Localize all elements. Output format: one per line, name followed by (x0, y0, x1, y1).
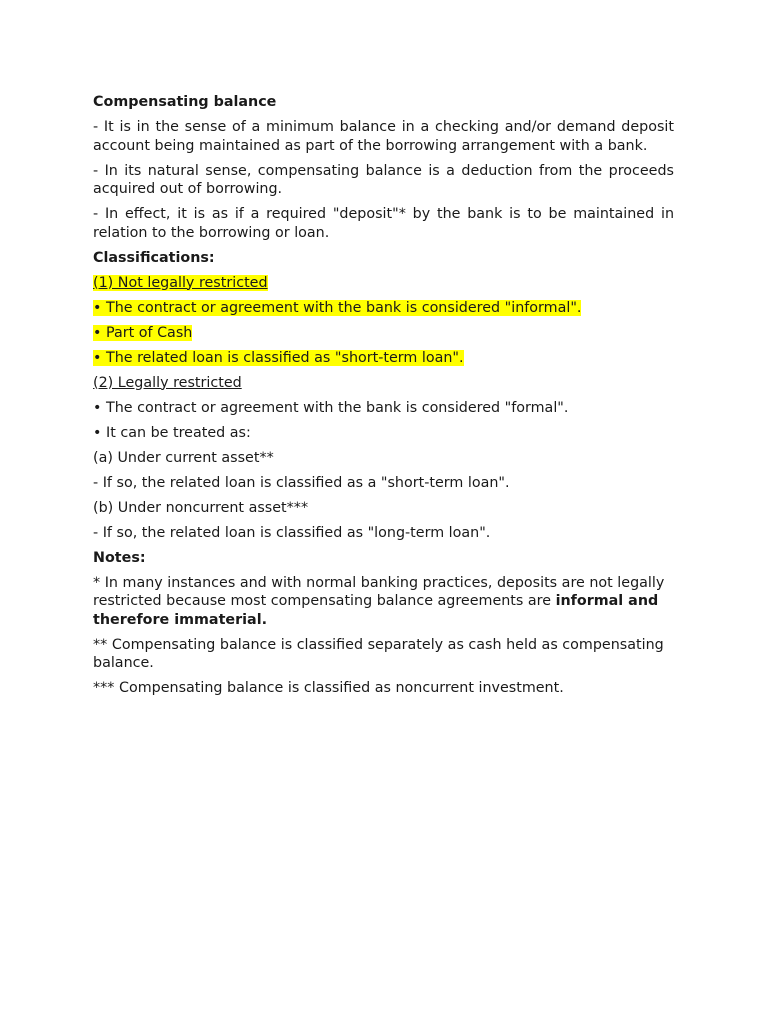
restricted-heading-line (93, 374, 674, 393)
intro-paragraph: - In its natural sense, compensating balance is a deduction from the proceeds acquired out of borrowing. (93, 162, 674, 197)
restricted-item: - If so, the related loan is classified as a "short-term loan". (93, 474, 510, 491)
note-1-bold: informal and therefore immaterial. (93, 593, 659, 628)
restricted-item: (b) Under noncurrent asset*** (93, 499, 309, 516)
list-item (93, 324, 674, 343)
list-item (93, 349, 674, 368)
classifications-heading: Classifications: (93, 249, 215, 266)
note-1-text: * In many instances and with normal banking practices, deposits are not legally restricted because most compensating balance agreements are (93, 574, 665, 609)
not-restricted-item: • The contract or agreement with the bank is considered "informal". (93, 299, 582, 316)
note-1 (93, 574, 674, 630)
notes-heading: Notes: (93, 549, 146, 566)
list-item (93, 299, 674, 318)
document-title: Compensating balance (93, 94, 277, 110)
not-restricted-item: • The related loan is classified as "short-term loan". (93, 349, 464, 366)
restricted-item: (a) Under current asset** (93, 449, 274, 466)
note-3: *** Compensating balance is classified as noncurrent investment. (93, 680, 564, 696)
not-restricted-heading: (1) Not legally restricted (93, 274, 268, 291)
document-body (93, 93, 674, 704)
restricted-item: • The contract or agreement with the bank is considered "formal". (93, 399, 569, 416)
not-restricted-item: • Part of Cash (93, 324, 193, 341)
restricted-heading: (2) Legally restricted (93, 374, 242, 391)
not-restricted-heading-line (93, 274, 674, 293)
restricted-item: - If so, the related loan is classified as "long-term loan". (93, 524, 491, 541)
note-2: ** Compensating balance is classified separately as cash held as compensating balance. (93, 636, 664, 671)
restricted-item: • It can be treated as: (93, 424, 251, 441)
intro-paragraph: - It is in the sense of a minimum balance in a checking and/or demand deposit account being maintained as part of the borrowing arrangement with a bank. (93, 119, 674, 154)
intro-paragraph: - In effect, it is as if a required "deposit"* by the bank is to be maintained in relation to the borrowing or loan. (93, 206, 674, 241)
